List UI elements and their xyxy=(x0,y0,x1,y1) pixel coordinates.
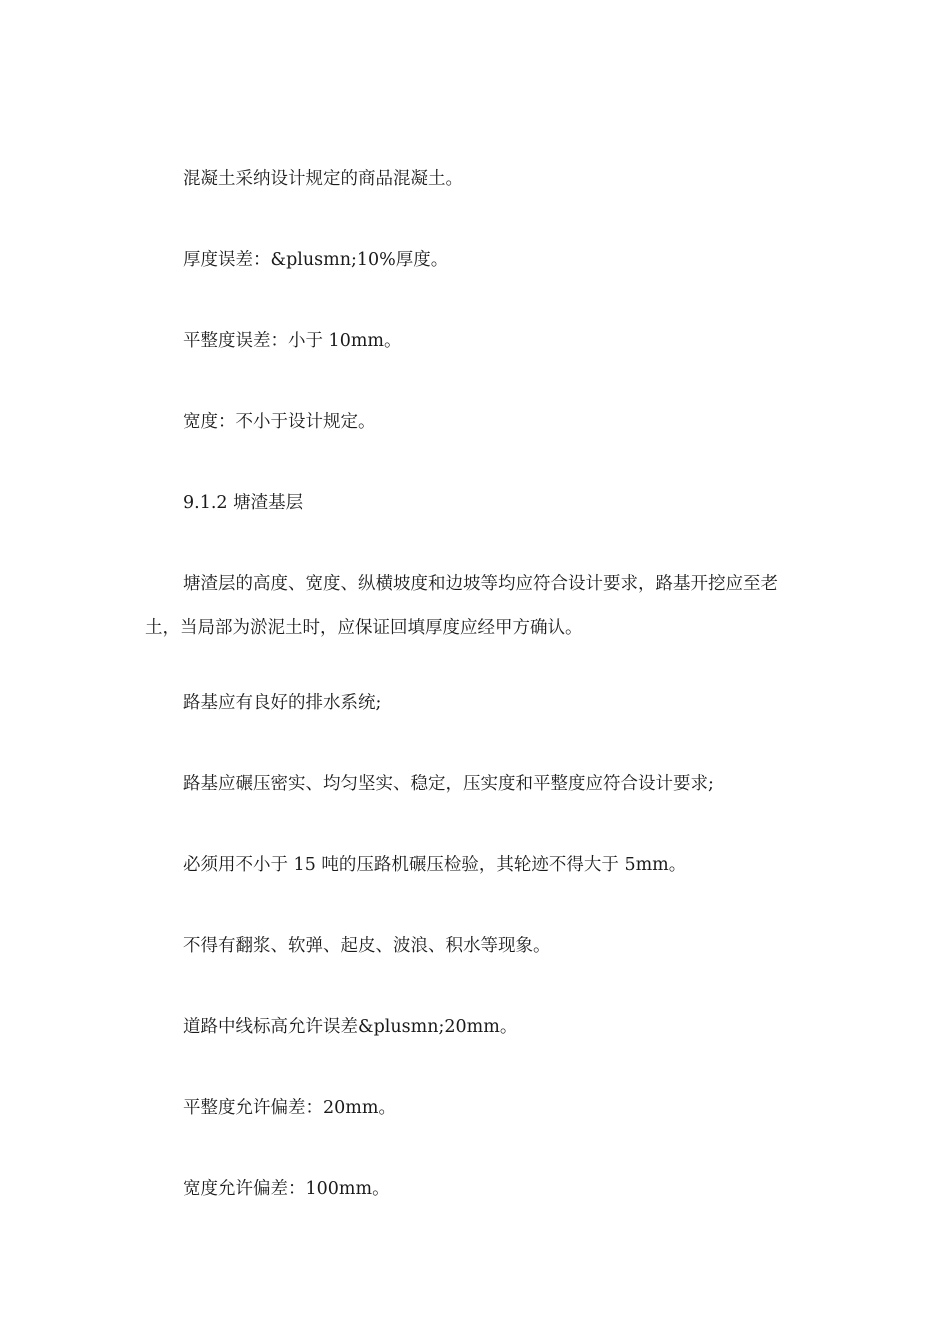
section-heading: 9.1.2 塘渣基层 xyxy=(183,493,304,513)
paragraph-defects: 不得有翻浆、软弹、起皮、波浪、积水等现象。 xyxy=(183,936,551,956)
paragraph-centerline-elevation: 道路中线标高允许误差&plusmn;20mm。 xyxy=(183,1017,518,1037)
paragraph-roller-test: 必须用不小于 15 吨的压路机碾压检验，其轮迹不得大于 5mm。 xyxy=(183,855,687,875)
paragraph-width: 宽度：不小于设计规定。 xyxy=(183,412,376,432)
paragraph-compaction: 路基应碾压密实、均匀坚实、稳定，压实度和平整度应符合设计要求; xyxy=(183,774,714,794)
paragraph-width-deviation: 宽度允许偏差：100mm。 xyxy=(183,1179,390,1199)
paragraph-flatness-error: 平整度误差：小于 10mm。 xyxy=(183,331,402,351)
paragraph-concrete: 混凝土采纳设计规定的商品混凝土。 xyxy=(183,169,463,189)
paragraph-drainage: 路基应有良好的排水系统; xyxy=(183,693,382,713)
paragraph-thickness-error: 厚度误差：&plusmn;10%厚度。 xyxy=(183,250,449,270)
paragraph-flatness-deviation: 平整度允许偏差：20mm。 xyxy=(183,1098,396,1118)
paragraph-subbase-requirements: 塘渣层的高度、宽度、纵横坡度和边坡等均应符合设计要求，路基开挖应至老土，当局部为淤泥土时，应保证回填厚度应经甲方确认。 xyxy=(145,574,778,638)
